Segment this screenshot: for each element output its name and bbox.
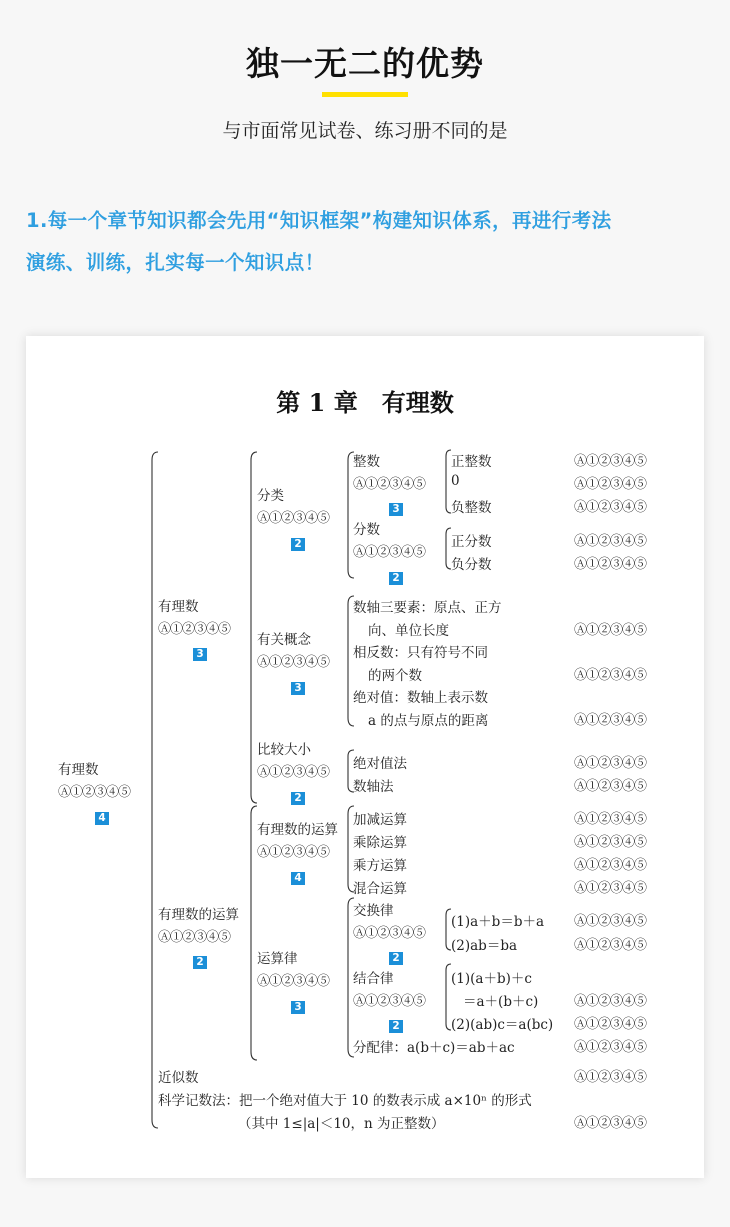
node-rational: 有理数 xyxy=(158,599,199,615)
node-operations: 有理数的运算 xyxy=(158,907,239,923)
page-subtitle: 与市面常见试卷、练习册不同的是 xyxy=(222,120,508,142)
node-integer: 整数 xyxy=(353,454,380,470)
circles-fraction: Ⓐ①②③④⑤ xyxy=(353,545,426,560)
badge-ops-sub: 4 xyxy=(291,872,305,885)
badge-concepts: 3 xyxy=(291,682,305,695)
circles-comm-2: Ⓐ①②③④⑤ xyxy=(574,938,647,953)
badge-rational: 3 xyxy=(193,648,207,661)
node-add-sub: 加减运算 xyxy=(353,812,407,828)
circles-numline: Ⓐ①②③④⑤ xyxy=(574,623,647,638)
node-power: 乘方运算 xyxy=(353,858,407,874)
node-assoc-1b: ＝a＋(b＋c) xyxy=(463,994,539,1010)
node-abs-2: a 的点与原点的距离 xyxy=(368,713,489,729)
node-mul-div: 乘除运算 xyxy=(353,835,407,851)
circles-power: Ⓐ①②③④⑤ xyxy=(574,858,647,873)
circles-rational: Ⓐ①②③④⑤ xyxy=(158,622,231,637)
node-assoc-2: (2)(ab)c＝a(bc) xyxy=(451,1017,554,1033)
circles-concepts: Ⓐ①②③④⑤ xyxy=(257,655,330,670)
node-comm-2: (2)ab＝ba xyxy=(451,938,518,954)
chapter-title: 第 1 章 有理数 xyxy=(276,388,454,417)
circles-integer: Ⓐ①②③④⑤ xyxy=(353,477,426,492)
circles-assoc-2: Ⓐ①②③④⑤ xyxy=(574,1017,647,1032)
circles-abs-method: Ⓐ①②③④⑤ xyxy=(574,756,647,771)
node-neg-int: 负整数 xyxy=(451,500,492,516)
circles-ops-sub: Ⓐ①②③④⑤ xyxy=(257,845,330,860)
circles-neg-int: Ⓐ①②③④⑤ xyxy=(574,500,647,515)
node-abs-method: 绝对值法 xyxy=(353,756,407,772)
badge-associative: 2 xyxy=(389,1020,403,1033)
node-compare: 比较大小 xyxy=(257,742,311,758)
circles-associative: Ⓐ①②③④⑤ xyxy=(353,994,426,1009)
circles-assoc-1: Ⓐ①②③④⑤ xyxy=(574,994,647,1009)
circles-numline-method: Ⓐ①②③④⑤ xyxy=(574,779,647,794)
node-opposite-2: 的两个数 xyxy=(368,668,422,684)
node-sci-2: （其中 1≤|a|＜10，n 为正整数） xyxy=(238,1116,445,1132)
badge-fraction: 2 xyxy=(389,572,403,585)
circles-zero: Ⓐ①②③④⑤ xyxy=(574,477,647,492)
badge-root: 4 xyxy=(95,812,109,825)
circles-comm-1: Ⓐ①②③④⑤ xyxy=(574,914,647,929)
node-sci-1: 科学记数法：把一个绝对值大于 10 的数表示成 a×10ⁿ 的形式 xyxy=(158,1093,532,1109)
node-pos-frac: 正分数 xyxy=(451,534,492,550)
badge-compare: 2 xyxy=(291,792,305,805)
circles-root: Ⓐ①②③④⑤ xyxy=(58,785,131,800)
circles-pos-int: Ⓐ①②③④⑤ xyxy=(574,454,647,469)
circles-pos-frac: Ⓐ①②③④⑤ xyxy=(574,534,647,549)
node-root: 有理数 xyxy=(58,762,99,778)
node-fraction: 分数 xyxy=(353,522,380,538)
badge-operations: 2 xyxy=(193,956,207,969)
circles-sci: Ⓐ①②③④⑤ xyxy=(574,1116,647,1131)
node-assoc-1: (1)(a＋b)＋c xyxy=(451,971,532,987)
node-ops-sub: 有理数的运算 xyxy=(257,822,338,838)
badge-classify: 2 xyxy=(291,538,305,551)
node-approx: 近似数 xyxy=(158,1070,199,1086)
circles-operations: Ⓐ①②③④⑤ xyxy=(158,930,231,945)
headline-line-1: 1.每一个章节知识都会先用“知识框架”构建知识体系，再进行考法 xyxy=(26,209,612,232)
node-associative: 结合律 xyxy=(353,971,394,987)
circles-mixed: Ⓐ①②③④⑤ xyxy=(574,881,647,896)
circles-laws: Ⓐ①②③④⑤ xyxy=(257,974,330,989)
circles-approx: Ⓐ①②③④⑤ xyxy=(574,1070,647,1085)
node-commutative: 交换律 xyxy=(353,903,394,919)
circles-compare: Ⓐ①②③④⑤ xyxy=(257,765,330,780)
badge-commutative: 2 xyxy=(389,952,403,965)
circles-commutative: Ⓐ①②③④⑤ xyxy=(353,926,426,941)
node-mixed: 混合运算 xyxy=(353,881,407,897)
node-distributive: 分配律：a(b＋c)＝ab＋ac xyxy=(353,1040,515,1056)
node-comm-1: (1)a＋b＝b＋a xyxy=(451,914,545,930)
node-pos-int: 正整数 xyxy=(451,454,492,470)
node-concepts: 有关概念 xyxy=(257,632,311,648)
circles-neg-frac: Ⓐ①②③④⑤ xyxy=(574,557,647,572)
node-zero: 0 xyxy=(451,473,460,489)
node-neg-frac: 负分数 xyxy=(451,557,492,573)
node-laws: 运算律 xyxy=(257,951,298,967)
circles-add-sub: Ⓐ①②③④⑤ xyxy=(574,812,647,827)
node-numline-method: 数轴法 xyxy=(353,779,394,795)
circles-mul-div: Ⓐ①②③④⑤ xyxy=(574,835,647,850)
bracket-root xyxy=(152,452,158,1128)
circles-abs: Ⓐ①②③④⑤ xyxy=(574,713,647,728)
node-abs-1: 绝对值：数轴上表示数 xyxy=(353,690,488,706)
circles-distributive: Ⓐ①②③④⑤ xyxy=(574,1040,647,1055)
node-classify: 分类 xyxy=(257,488,284,504)
badge-integer: 3 xyxy=(389,503,403,516)
circles-opposite: Ⓐ①②③④⑤ xyxy=(574,668,647,683)
circles-classify: Ⓐ①②③④⑤ xyxy=(257,511,330,526)
page-title: 独一无二的优势 xyxy=(246,44,484,83)
node-opposite-1: 相反数：只有符号不同 xyxy=(353,645,488,661)
headline-line-2: 演练、训练，扎实每一个知识点！ xyxy=(26,251,325,274)
node-numline-1: 数轴三要素：原点、正方 xyxy=(353,600,502,616)
badge-laws: 3 xyxy=(291,1001,305,1014)
node-numline-2: 向、单位长度 xyxy=(368,623,449,639)
